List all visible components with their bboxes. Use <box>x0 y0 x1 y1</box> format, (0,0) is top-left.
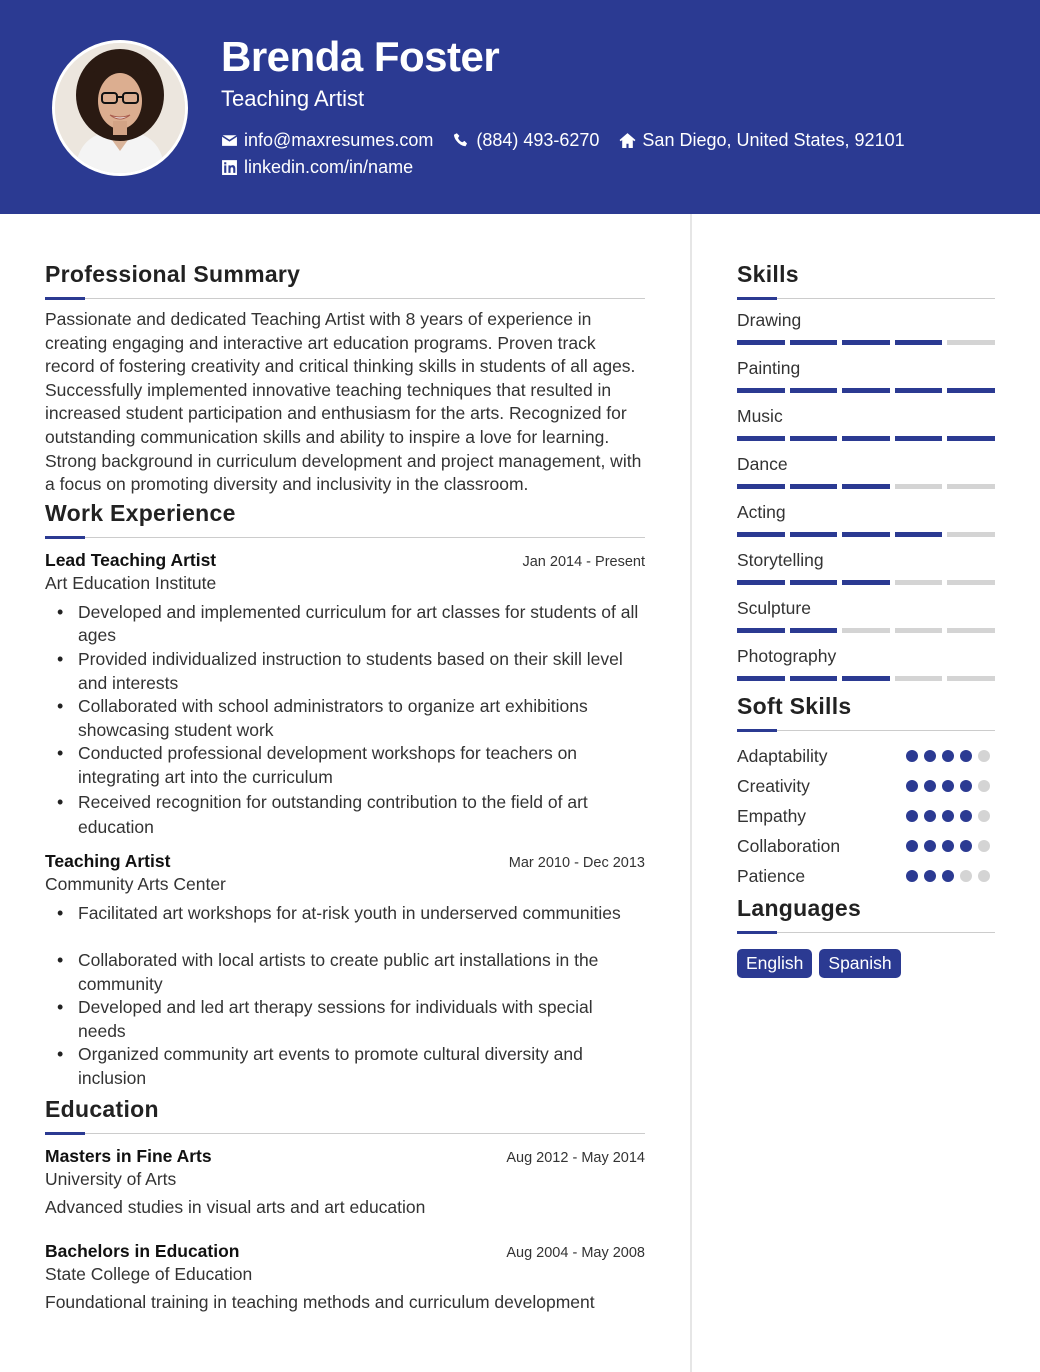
rating-dot <box>906 870 918 882</box>
education-date: Aug 2004 - May 2008 <box>506 1244 645 1261</box>
soft-skill-item <box>737 861 995 891</box>
envelope-icon <box>221 132 238 149</box>
main-column <box>45 258 645 1313</box>
skill-level-segment <box>737 388 785 393</box>
skill-name: Sculpture <box>737 598 811 618</box>
languages-list <box>737 949 995 978</box>
skill-level-segment <box>737 532 785 537</box>
skill-level-segment <box>947 388 995 393</box>
contact-linkedin[interactable] <box>221 156 413 178</box>
skill-name: Storytelling <box>737 550 824 570</box>
skill-level-segment <box>947 436 995 441</box>
rating-dot <box>942 750 954 762</box>
soft-skill-rating <box>906 750 990 762</box>
section-rule <box>737 729 995 733</box>
summary-heading: Professional Summary <box>45 261 301 287</box>
skill-level-segment <box>947 484 995 489</box>
skill-level-segment <box>947 628 995 633</box>
rating-dot <box>924 780 936 792</box>
job-title: Teaching Artist <box>45 850 171 871</box>
section-rule <box>737 297 995 301</box>
skill-item <box>737 309 995 345</box>
list-item: • Organized community art events to promote cultural diversity and inclusion <box>45 1043 645 1090</box>
soft-skill-rating <box>906 810 990 822</box>
education-description: Advanced studies in visual arts and art education <box>45 1196 426 1217</box>
skill-level-segment <box>842 676 890 681</box>
candidate-name: Brenda Foster <box>221 33 500 80</box>
skill-level-bar <box>737 532 995 537</box>
skill-level-segment <box>790 484 838 489</box>
resume-header <box>0 0 1040 214</box>
rating-dot <box>960 750 972 762</box>
list-item: • Facilitated art workshops for at-risk youth in underserved communities <box>45 902 645 926</box>
skill-level-segment <box>895 484 943 489</box>
rating-dot <box>906 750 918 762</box>
job-date: Mar 2010 - Dec 2013 <box>508 854 645 871</box>
contact-email[interactable] <box>221 129 433 151</box>
skill-level-segment <box>790 580 838 585</box>
phone-icon <box>453 132 470 149</box>
skill-item <box>737 405 995 441</box>
skill-level-segment <box>842 436 890 441</box>
experience-heading: Work Experience <box>45 499 236 526</box>
rating-dot <box>978 840 990 852</box>
skill-level-segment <box>790 676 838 681</box>
skill-level-segment <box>895 676 943 681</box>
job-bullets <box>45 601 645 840</box>
skill-level-segment <box>842 580 890 585</box>
section-rule <box>45 536 645 540</box>
skill-item <box>737 645 995 681</box>
skill-level-bar <box>737 676 995 681</box>
soft-skill-name: Collaboration <box>737 835 841 856</box>
skill-level-bar <box>737 628 995 633</box>
skill-level-segment <box>790 532 838 537</box>
list-item: • Collaborated with school administrators to organize art exhibitions showcasing student work <box>45 695 645 742</box>
contact-location <box>619 129 904 151</box>
skill-level-segment <box>842 340 890 345</box>
sidebar-column <box>737 258 995 978</box>
skill-level-segment <box>947 580 995 585</box>
skill-item <box>737 549 995 585</box>
soft-skill-name: Creativity <box>737 775 810 796</box>
skills-section <box>737 258 995 681</box>
rating-dot <box>906 780 918 792</box>
rating-dot <box>942 780 954 792</box>
skill-item <box>737 453 995 489</box>
rating-dot <box>960 780 972 792</box>
rating-dot <box>960 840 972 852</box>
skill-level-segment <box>947 340 995 345</box>
skill-level-segment <box>790 628 838 633</box>
languages-heading: Languages <box>737 895 862 921</box>
list-item: • Received recognition for outstanding contribution to the field of art education <box>45 790 645 840</box>
contact-phone[interactable] <box>453 129 599 151</box>
soft-skill-item <box>737 771 995 801</box>
school-name: University of Arts <box>45 1168 177 1189</box>
skill-level-segment <box>842 388 890 393</box>
skill-level-segment <box>737 436 785 441</box>
skill-level-bar <box>737 340 995 345</box>
skill-name: Photography <box>737 646 837 666</box>
skill-name: Drawing <box>737 310 802 330</box>
section-rule <box>737 931 995 935</box>
education-section <box>45 1093 645 1313</box>
skill-name: Music <box>737 406 783 426</box>
skill-item <box>737 357 995 393</box>
soft-skill-item <box>737 831 995 861</box>
email-text: info@maxresumes.com <box>244 129 434 150</box>
degree-title: Bachelors in Education <box>45 1240 240 1261</box>
skill-name: Acting <box>737 502 786 522</box>
rating-dot <box>978 870 990 882</box>
list-item: • Collaborated with local artists to create public art installations in the community <box>45 949 645 996</box>
skill-level-bar <box>737 436 995 441</box>
skill-level-segment <box>790 388 838 393</box>
soft-skill-item <box>737 741 995 771</box>
soft-skill-item <box>737 801 995 831</box>
soft-skill-rating <box>906 870 990 882</box>
skill-level-segment <box>790 340 838 345</box>
job-entry <box>45 550 645 840</box>
skill-level-segment <box>842 628 890 633</box>
education-heading: Education <box>45 1095 159 1122</box>
education-description: Foundational training in teaching methods and curriculum development <box>45 1291 595 1312</box>
section-rule <box>45 1132 645 1136</box>
skill-level-segment <box>737 340 785 345</box>
rating-dot <box>924 870 936 882</box>
rating-dot <box>978 750 990 762</box>
skill-level-bar <box>737 484 995 489</box>
skills-list <box>737 309 995 681</box>
rating-dot <box>942 870 954 882</box>
skill-level-segment <box>947 676 995 681</box>
rating-dot <box>924 810 936 822</box>
skill-level-segment <box>895 436 943 441</box>
list-item: • Provided individualized instruction to students based on their skill level and interests <box>45 648 645 695</box>
contact-info <box>221 129 1001 178</box>
phone-text: (884) 493-6270 <box>476 129 600 150</box>
skill-level-bar <box>737 580 995 585</box>
skill-level-segment <box>895 388 943 393</box>
skills-heading: Skills <box>737 261 799 287</box>
job-entry <box>45 851 645 1091</box>
rating-dot <box>942 810 954 822</box>
skill-level-segment <box>737 484 785 489</box>
rating-dot <box>906 840 918 852</box>
rating-dot <box>960 810 972 822</box>
school-name: State College of Education <box>45 1263 253 1284</box>
profile-photo <box>52 40 188 176</box>
home-icon <box>619 132 636 149</box>
skill-level-segment <box>790 436 838 441</box>
job-org: Community Arts Center <box>45 873 226 894</box>
column-divider <box>690 214 692 1372</box>
job-org: Art Education Institute <box>45 572 217 593</box>
list-item: • Developed and led art therapy sessions for individuals with special needs <box>45 996 645 1043</box>
list-item: • Conducted professional development workshops for teachers on integrating art into the curriculum <box>45 742 645 789</box>
soft-skill-name: Adaptability <box>737 745 828 766</box>
languages-section <box>737 892 995 978</box>
job-title: Lead Teaching Artist <box>45 549 217 570</box>
location-text: San Diego, United States, 92101 <box>642 129 905 150</box>
person-portrait-icon <box>55 43 185 173</box>
skill-name: Painting <box>737 358 801 378</box>
summary-section <box>45 258 645 497</box>
rating-dot <box>906 810 918 822</box>
linkedin-icon <box>221 159 238 176</box>
skill-level-segment <box>895 532 943 537</box>
job-bullets <box>45 902 645 1091</box>
skill-level-segment <box>895 340 943 345</box>
skill-item <box>737 597 995 633</box>
education-entry <box>45 1241 645 1313</box>
soft-skill-rating <box>906 840 990 852</box>
skill-level-segment <box>895 628 943 633</box>
list-item: • Developed and implemented curriculum for art classes for students of all ages <box>45 601 645 648</box>
education-entry <box>45 1146 645 1218</box>
degree-title: Masters in Fine Arts <box>45 1145 212 1166</box>
skill-level-segment <box>737 580 785 585</box>
soft-skill-name: Patience <box>737 865 806 886</box>
language-badge: Spanish <box>819 949 900 978</box>
soft-skills-section <box>737 690 995 891</box>
experience-section <box>45 497 645 1091</box>
soft-skill-rating <box>906 780 990 792</box>
education-date: Aug 2012 - May 2014 <box>506 1149 645 1166</box>
skill-level-segment <box>842 484 890 489</box>
candidate-title: Teaching Artist <box>221 86 365 111</box>
rating-dot <box>960 870 972 882</box>
linkedin-text: linkedin.com/in/name <box>244 156 414 177</box>
job-date: Jan 2014 - Present <box>522 553 645 570</box>
rating-dot <box>942 840 954 852</box>
skill-level-segment <box>737 628 785 633</box>
soft-skills-heading: Soft Skills <box>737 693 852 719</box>
rating-dot <box>978 780 990 792</box>
skill-name: Dance <box>737 454 788 474</box>
skill-level-bar <box>737 388 995 393</box>
skill-item <box>737 501 995 537</box>
soft-skill-name: Empathy <box>737 805 807 826</box>
rating-dot <box>924 750 936 762</box>
section-rule <box>45 297 645 301</box>
skill-level-segment <box>947 532 995 537</box>
language-badge: English <box>737 949 812 978</box>
skill-level-segment <box>737 676 785 681</box>
rating-dot <box>978 810 990 822</box>
skill-level-segment <box>842 532 890 537</box>
soft-skills-list <box>737 741 995 891</box>
skill-level-segment <box>895 580 943 585</box>
summary-text: Passionate and dedicated Teaching Artist with 8 years of experience in creating engaging and interactive art education programs. Proven track record of fostering creativity and critical thinking skills in students of all ages. Successfully implemented innovative teaching techniques that resulted in increased student participation and enthusiasm for the arts. Recognized for outstanding communication skills and ability to inspire a love for learning. Strong background in curriculum development and project management, with a focus on promoting diversity and inclusivity in the classroom. <box>45 309 642 495</box>
rating-dot <box>924 840 936 852</box>
